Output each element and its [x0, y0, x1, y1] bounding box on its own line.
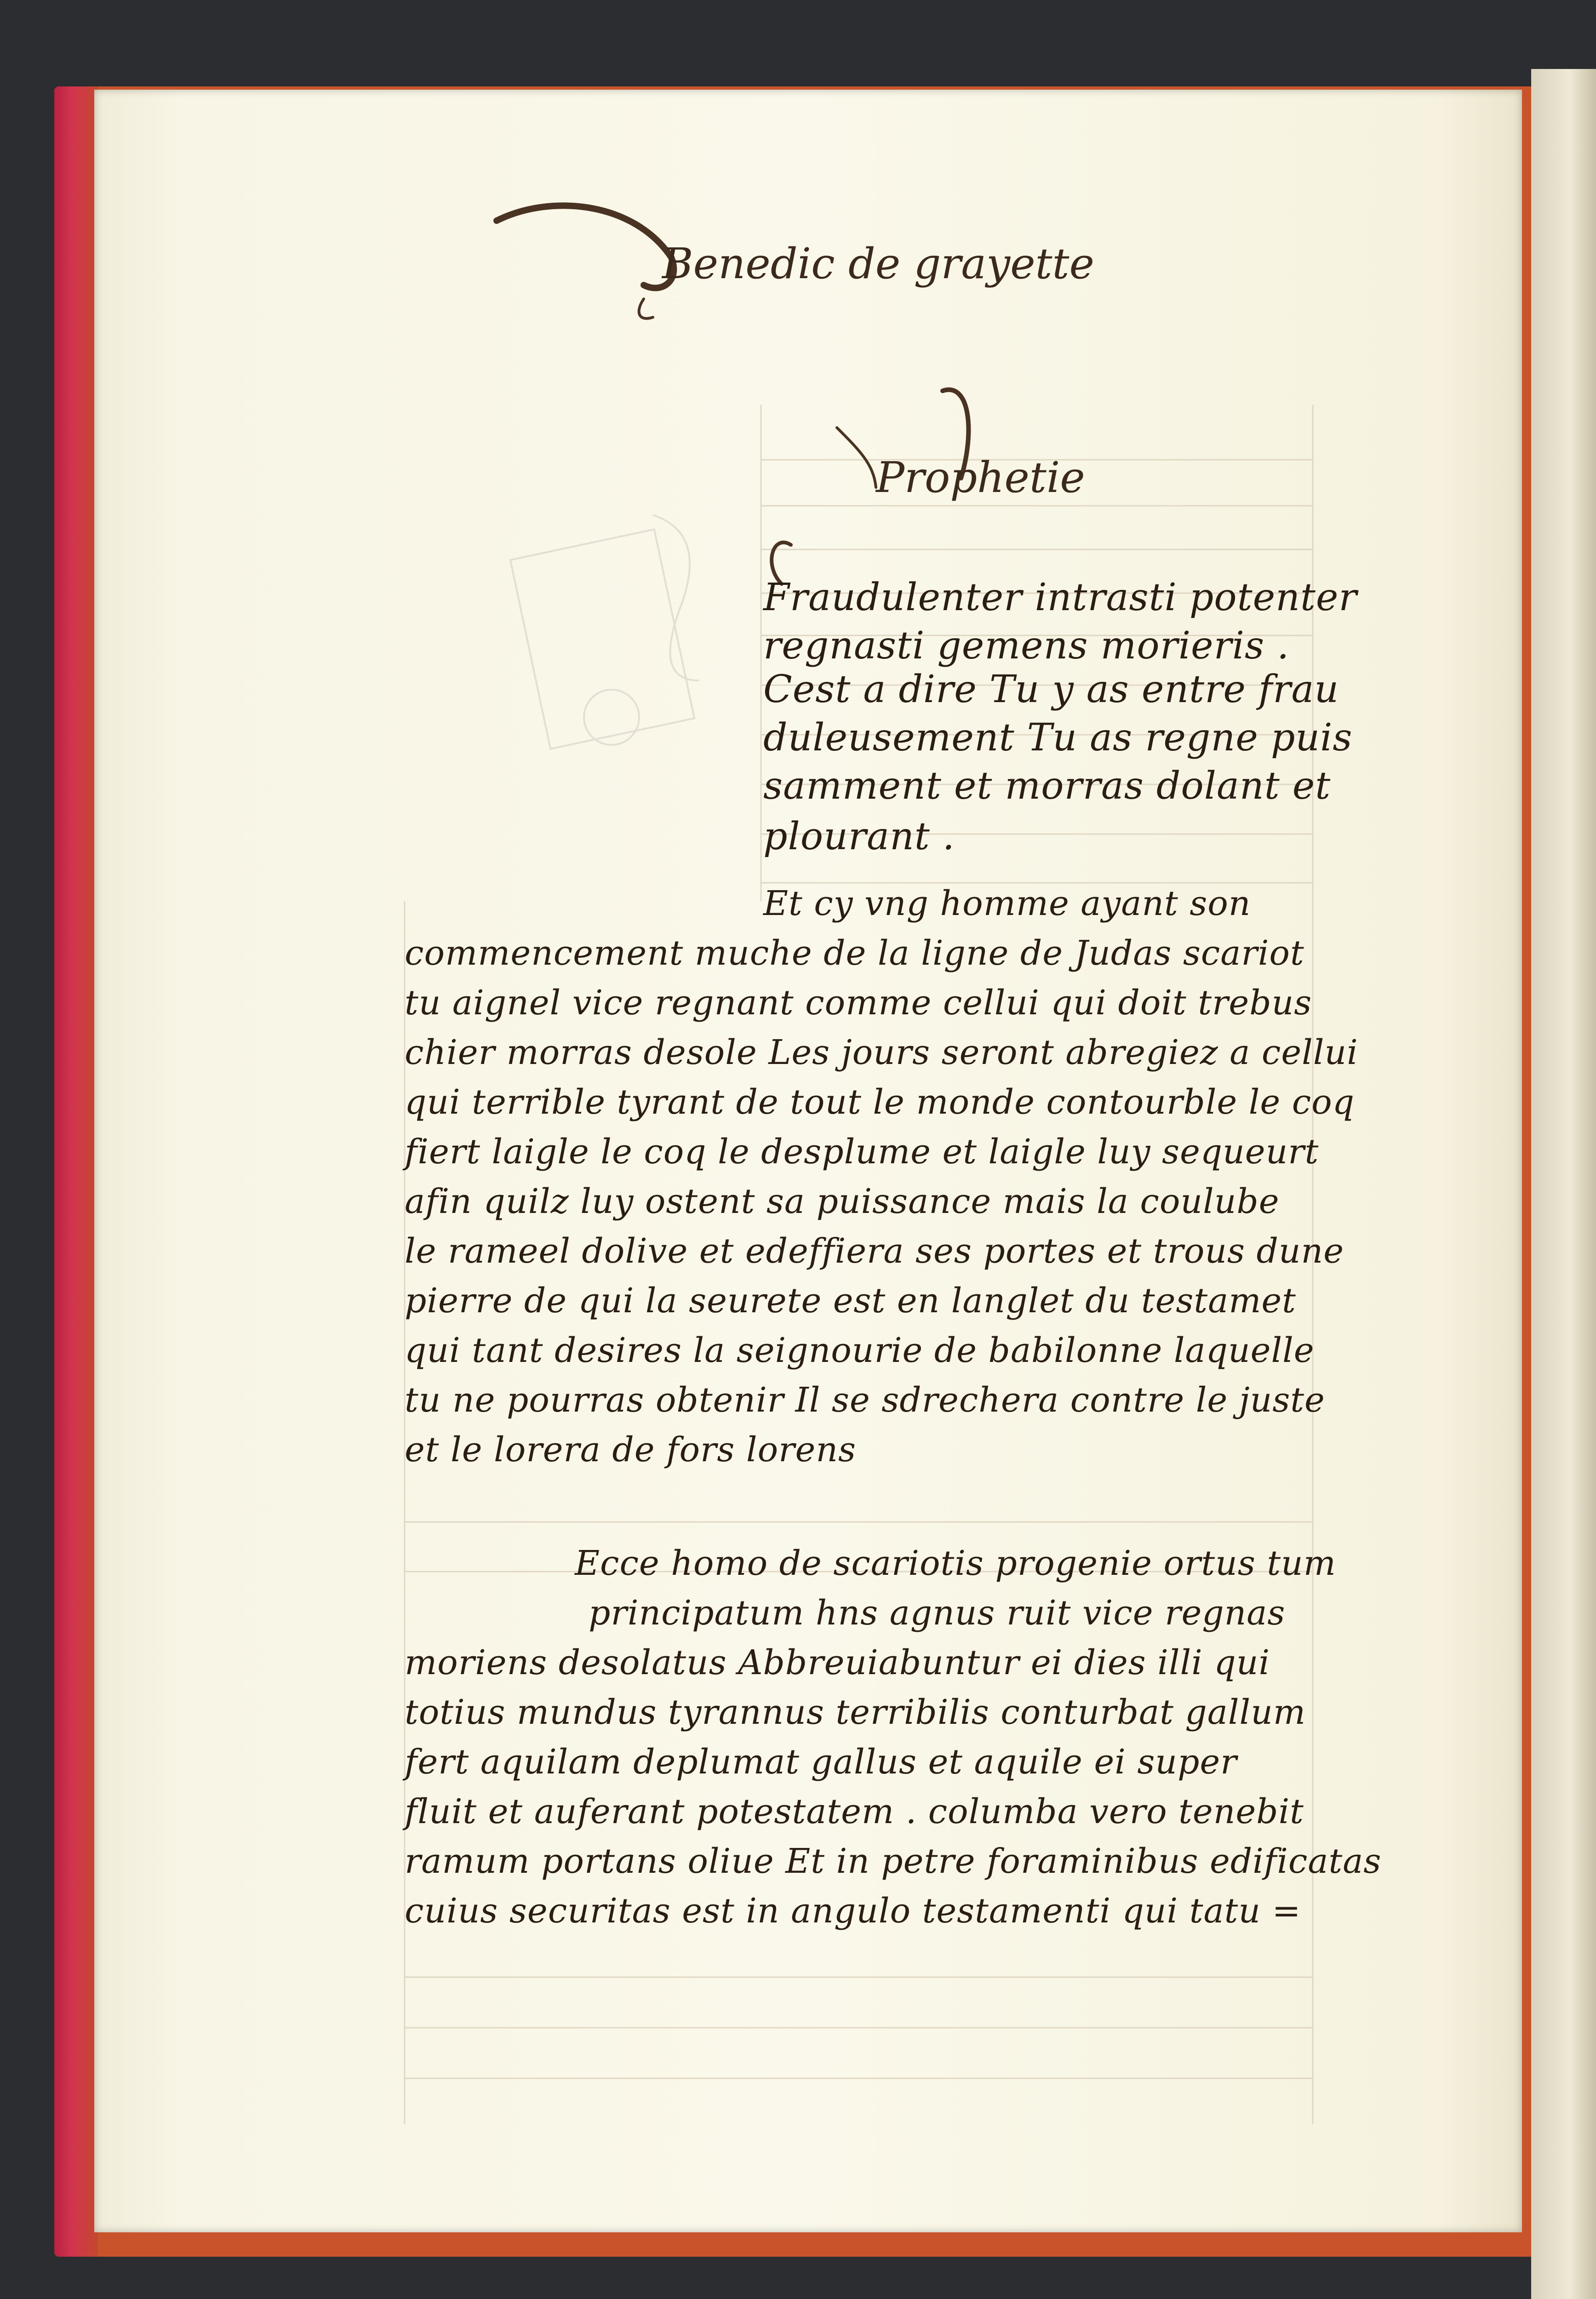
- text-line: afin quilz luy ostent sa puissance mais la coulube: [405, 1182, 1280, 1221]
- text-line: le rameel dolive et edeffiera ses portes et trous dune: [405, 1231, 1344, 1271]
- text-line: Fraudulenter intrasti potenter: [763, 576, 1357, 619]
- text-line: Ecce homo de scariotis progenie ortus tum: [575, 1544, 1336, 1583]
- text-line: fiert laigle le coq le desplume et laigle luy sequeurt: [405, 1132, 1319, 1172]
- text-line: tu aignel vice regnant comme cellui qui doit trebus: [405, 983, 1312, 1023]
- section-heading: Prophetie: [876, 453, 1085, 502]
- text-line: ramum portans oliue Et in petre foraminibus edificatas: [405, 1841, 1382, 1881]
- text-line: duleusement Tu as regne puis: [763, 716, 1353, 760]
- text-line: totius mundus tyrannus terribilis conturbat gallum: [405, 1693, 1306, 1732]
- text-line: Et cy vng homme ayant son: [763, 884, 1251, 923]
- text-line: samment et morras dolant et: [763, 764, 1331, 808]
- text-line: moriens desolatus Abbreuiabuntur ei dies illi qui: [405, 1643, 1270, 1682]
- text-line: plourant .: [763, 815, 955, 858]
- text-line: chier morras desole Les jours seront abregiez a cellui: [405, 1033, 1358, 1072]
- text-line: Cest a dire Tu y as entre frau: [763, 668, 1339, 711]
- text-line: tu ne pourras obtenir Il se sdrechera contre le juste: [405, 1380, 1325, 1420]
- text-line: et le lorera de fors lorens: [405, 1430, 856, 1470]
- text-line: principatum hns agnus ruit vice regnas: [589, 1593, 1286, 1633]
- text-line: pierre de qui la seurete est en langlet du testamet: [405, 1281, 1296, 1321]
- page-header-title: Benedic de grayette: [662, 239, 1094, 288]
- text-line: qui terrible tyrant de tout le monde contourble le coq: [405, 1082, 1355, 1122]
- text-line: cuius securitas est in angulo testamenti qui tatu =: [405, 1891, 1301, 1931]
- text-line: regnasti gemens morieris .: [763, 624, 1290, 668]
- text-line: fert aquilam deplumat gallus et aquile ei super: [405, 1742, 1237, 1782]
- text-line: qui tant desires la seignourie de babilonne laquelle: [405, 1331, 1315, 1370]
- text-line: fluit et auferant potestatem . columba vero tenebit: [405, 1792, 1304, 1831]
- text-line: commencement muche de la ligne de Judas scariot: [405, 933, 1304, 973]
